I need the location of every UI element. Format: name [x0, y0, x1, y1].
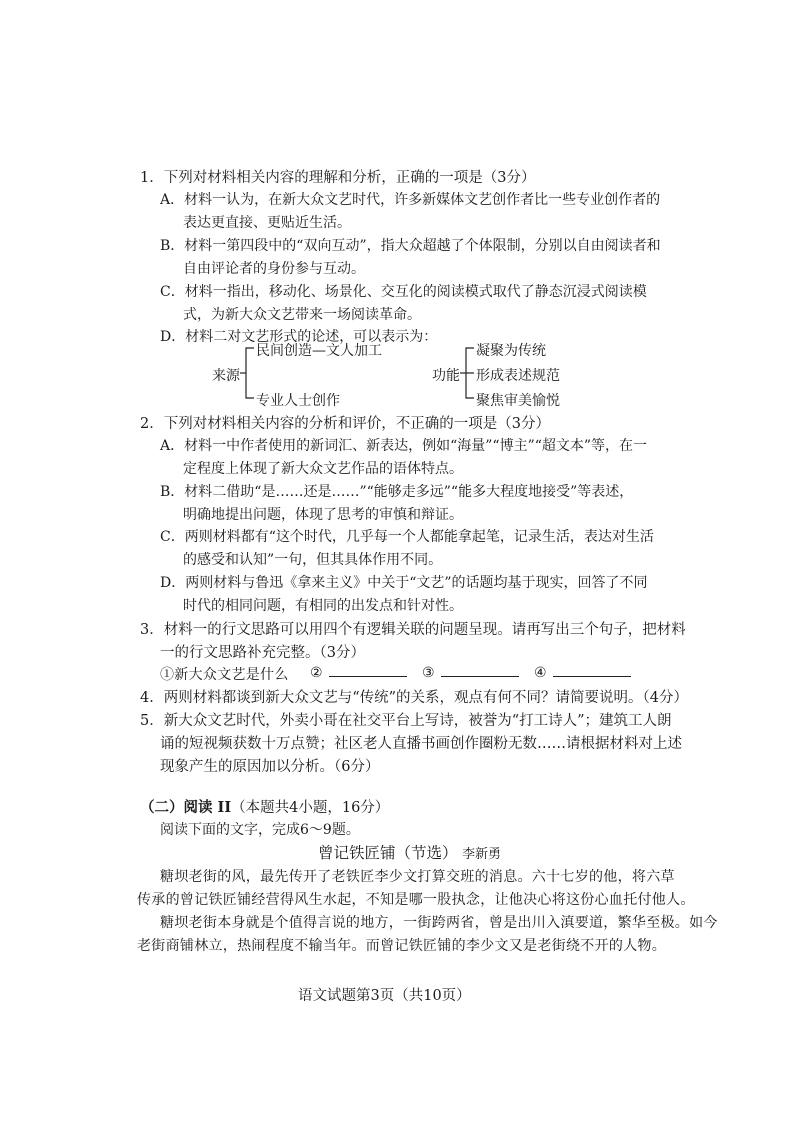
q1-option-c-line2: 式，为新大众文艺带来一场阅读革命。 [183, 307, 421, 323]
q3-item4-label: ④ [534, 665, 547, 681]
diagram-function-1: 凝聚为传统 [476, 343, 546, 359]
q1-option-a-line2: 表达更直接、更贴近生活。 [183, 215, 351, 231]
q5-line3: 现象产生的原因加以分析。（6分） [160, 759, 380, 775]
section2-meta: （本题共4小题，16分） [231, 800, 390, 816]
passage-author: 李新勇 [462, 847, 502, 862]
q3-blank-2[interactable] [329, 664, 407, 677]
q1-stem: 1．下列对材料相关内容的理解和分析，正确的一项是（3分） [140, 170, 536, 186]
q3-blank-3[interactable] [441, 664, 519, 677]
q2-option-c-line2: 的感受和认知”一句，但其具体作用不同。 [183, 552, 443, 568]
q2-option-b-line2: 明确地提出问题，体现了思考的审慎和辩证。 [183, 507, 463, 523]
q3-item1: ①新大众文艺是什么 [160, 667, 289, 683]
passage-p2-line1: 糖坝老街本身就是个值得言说的地方，一街跨两省，曾是出川入滇要道，繁华至极。如今 [160, 915, 718, 931]
q2-option-d-line1: D．两则材料与鲁迅《拿来主义》中关于“文艺”的话题均基于现实，回答了不同 [160, 575, 648, 591]
passage-p1-line2: 传承的曾记铁匠铺经营得风生水起，不知是哪一股执念，让他决心将这份心血托付他人。 [137, 892, 695, 908]
q2-option-c-line1: C．两则材料都有“这个时代，几乎每一个人都能拿起笔，记录生活，表达对生活 [160, 529, 654, 545]
q3-item3-label: ③ [422, 665, 435, 681]
page-footer: 语文试题第3页（共10页） [298, 988, 471, 1004]
diagram-source-label: 来源 [212, 368, 240, 384]
diagram-source-top: 民间创造—文人加工 [256, 343, 382, 359]
q4-line1: 4．两则材料都谈到新大众文艺与“传统”的关系，观点有何不同？请简要说明。（4分） [140, 690, 689, 706]
section2-instruction: 阅读下面的文字，完成6～9题。 [160, 822, 360, 838]
q3-line1: 3．材料一的行文思路可以用四个有逻辑关联的问题呈现。请再写出三个句子，把材料 [140, 622, 686, 638]
q2-stem: 2．下列对材料相关内容的分析和评价，不正确的一项是（3分） [140, 416, 550, 432]
q1-option-d-line1: D．材料二对文艺形式的论述，可以表示为： [160, 329, 438, 345]
q3-blank-4[interactable] [553, 664, 631, 677]
passage-p1-line1: 糖坝老街的风，最先传开了老铁匠李少文打算交班的消息。六十七岁的他，将六草 [160, 869, 675, 885]
q1-option-a-line1: A．材料一认为，在新大众文艺时代，许多新媒体文艺创作者比一些专业创作者的 [160, 192, 661, 208]
q1-option-b-line2: 自由评论者的身份参与互动。 [183, 261, 365, 277]
q5-line2: 诵的短视频获数十万点赞；社区老人直播书画创作圈粉无数……请根据材料对上述 [160, 736, 682, 752]
diagram-function-label: 功能 [432, 368, 460, 384]
q3-item3 [422, 664, 519, 681]
q2-option-a-line1: A．材料一中作者使用的新词汇、新表达，例如“海量”“博主”“超文本”等，在一 [160, 438, 648, 454]
q2-option-d-line2: 时代的相同问题，有相同的出发点和针对性。 [183, 598, 463, 614]
passage-title: 曾记铁匠铺（节选） [318, 844, 458, 862]
q2-option-b-line1: B．材料二借助“是……还是……”“能够走多远”“能多大程度地接受”等表述， [160, 484, 634, 500]
section2-header [140, 796, 389, 817]
q3-item2 [310, 664, 407, 681]
q5-line1: 5．新大众文艺时代，外卖小哥在社交平台上写诗，被誉为“打工诗人”；建筑工人朗 [140, 713, 672, 729]
diagram-function-2: 形成表述规范 [476, 368, 560, 384]
q3-item4 [534, 664, 631, 681]
q3-item2-label: ② [310, 665, 323, 681]
q2-option-a-line2: 定程度上体现了新大众文艺作品的语体特点。 [183, 461, 463, 477]
diagram-function-3: 聚焦审美愉悦 [476, 393, 560, 409]
diagram-source-bottom: 专业人士创作 [256, 393, 340, 409]
source-bracket [246, 348, 254, 398]
section2-title: （二）阅读 II [140, 799, 232, 816]
q1-option-c-line1: C．材料一指出，移动化、场景化、交互化的阅读模式取代了静态沉浸式阅读模 [160, 284, 647, 300]
form-diagram [200, 338, 620, 408]
q1-option-b-line1: B．材料一第四段中的“双向互动”，指大众超越了个体限制，分别以自由阅读者和 [160, 238, 661, 254]
q3-line2: 一的行文思路补充完整。（3分） [160, 645, 365, 661]
passage-p2-line2: 老街商铺林立，热闹程度不输当年。而曾记铁匠铺的李少文又是老街绕不开的人物。 [137, 938, 667, 954]
